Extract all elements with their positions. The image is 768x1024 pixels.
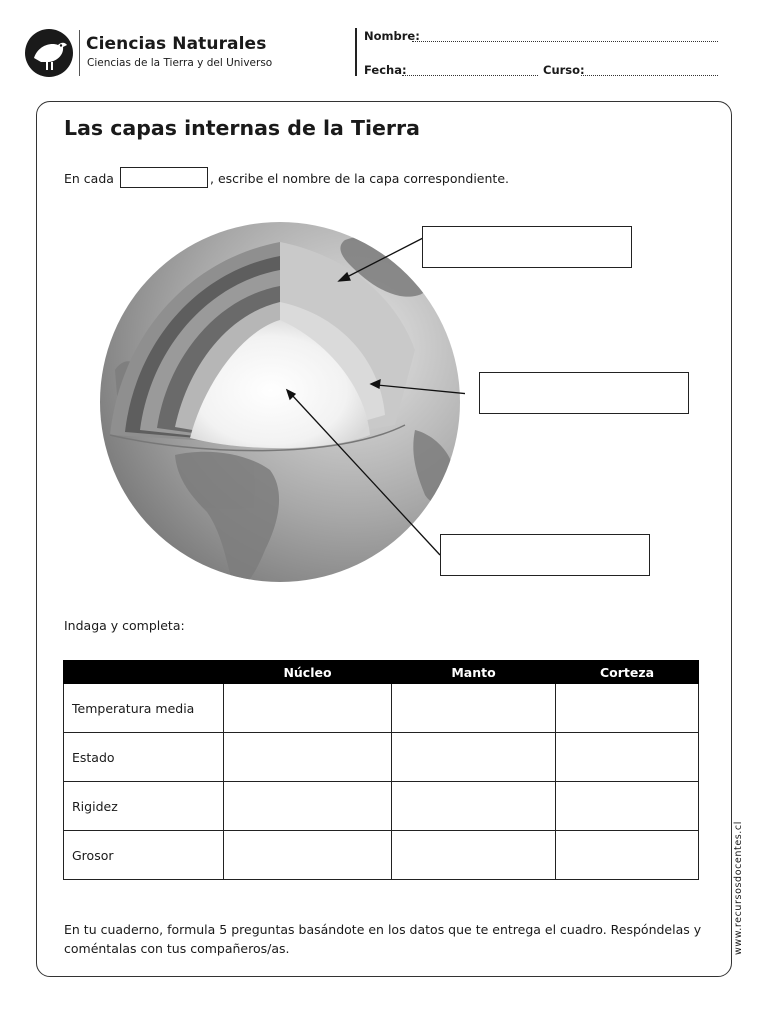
instruction-before: En cada bbox=[64, 171, 114, 186]
table-cell[interactable] bbox=[392, 782, 556, 831]
table-cell[interactable] bbox=[224, 733, 392, 782]
table-cell[interactable] bbox=[556, 684, 699, 733]
instruction-sample-box bbox=[120, 167, 208, 188]
table-cell[interactable] bbox=[392, 684, 556, 733]
answer-box-mantle[interactable] bbox=[479, 372, 689, 414]
name-field[interactable] bbox=[412, 31, 718, 42]
instruction-after: , escribe el nombre de la capa correspondiente. bbox=[210, 171, 509, 186]
header-field-divider bbox=[355, 28, 357, 76]
brand-subtitle: Ciencias de la Tierra y del Universo bbox=[87, 57, 273, 69]
table-header-blank bbox=[64, 661, 224, 684]
answer-box-crust[interactable] bbox=[422, 226, 632, 268]
table-cell[interactable] bbox=[224, 831, 392, 880]
table-cell[interactable] bbox=[556, 831, 699, 880]
table-row bbox=[64, 831, 699, 880]
bird-logo-icon bbox=[24, 28, 74, 78]
table-cell[interactable] bbox=[392, 733, 556, 782]
table-header-manto: Manto bbox=[392, 661, 556, 684]
date-field[interactable] bbox=[402, 65, 538, 76]
row-label-estado: Estado bbox=[64, 733, 224, 782]
worksheet-title: Las capas internas de la Tierra bbox=[64, 116, 420, 140]
subheading: Indaga y completa: bbox=[64, 618, 185, 633]
table-cell[interactable] bbox=[392, 831, 556, 880]
table-cell[interactable] bbox=[556, 733, 699, 782]
table-cell[interactable] bbox=[224, 684, 392, 733]
table-row bbox=[64, 733, 699, 782]
table-cell[interactable] bbox=[556, 782, 699, 831]
table-row bbox=[64, 684, 699, 733]
closing-text: En tu cuaderno, formula 5 preguntas basándote en los datos que te entrega el cuadro. Respóndelas y coméntalas con tus compañeros/as. bbox=[64, 922, 702, 956]
course-label: Curso: bbox=[543, 63, 585, 77]
table-header-row bbox=[64, 661, 699, 684]
table-header-nucleo: Núcleo bbox=[224, 661, 392, 684]
table-cell[interactable] bbox=[224, 782, 392, 831]
header-divider bbox=[79, 30, 80, 76]
earth-layers-illustration bbox=[95, 220, 465, 590]
answer-box-core[interactable] bbox=[440, 534, 650, 576]
name-label: Nombre: bbox=[364, 29, 420, 43]
side-url: www.recursosdocentes.cl bbox=[733, 821, 744, 955]
row-label-temperatura: Temperatura media bbox=[64, 684, 224, 733]
row-label-rigidez: Rigidez bbox=[64, 782, 224, 831]
date-label: Fecha: bbox=[364, 63, 407, 77]
table-header-corteza: Corteza bbox=[556, 661, 699, 684]
layers-table bbox=[63, 660, 699, 880]
table-row bbox=[64, 782, 699, 831]
brand-title: Ciencias Naturales bbox=[86, 34, 267, 54]
row-label-grosor: Grosor bbox=[64, 831, 224, 880]
course-field[interactable] bbox=[581, 65, 718, 76]
